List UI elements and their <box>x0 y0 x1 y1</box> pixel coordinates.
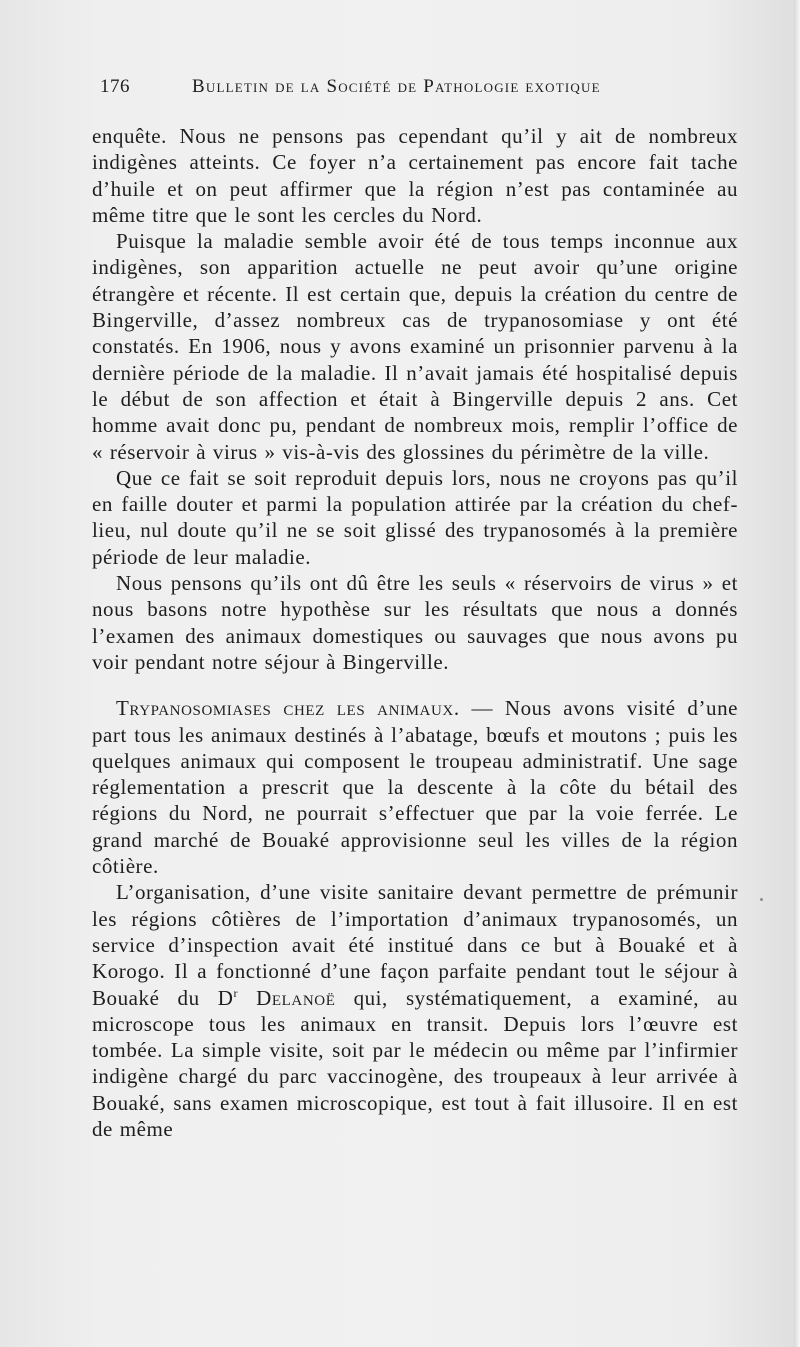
body-text <box>92 123 738 1142</box>
paragraph-4: Nous pensons qu’ils ont dû être les seuls « réservoirs de virus » et nous basons notre hypothèse sur les résultats que nous a donnés l’examen des animaux domestiques ou sauvages que nous avons pu voir pendant notre séjour à Bingerville. <box>92 571 738 674</box>
paragraph-6-text-a: L’organisation, d’une visite sanitaire devant permettre de prémunir les régions côtières de l’importation d’animaux trypanosomés, un service d’inspection avait été institué dans ce but à Bouaké et à Korogo. Il a fonctionné d’une façon parfaite pendant tout le séjour à Bouaké du D <box>92 880 738 1010</box>
print-speck <box>760 898 763 901</box>
page-edge-shadow <box>794 0 800 1347</box>
person-name: Delanoë <box>237 985 336 1010</box>
paragraph-6-text-b: qui, systématiquement, a examiné, au microscope tous les animaux en transit. Depuis lors l’œuvre est tombée. La simple visite, soit par le médecin ou même par l’infirmier indigène chargé du parc vaccinogène, des troupeaux à leur arrivée à Bouaké, sans examen microscopique, est tout à fait illusoire. Il en est de même <box>92 985 739 1141</box>
section-heading: Trypanosomiases chez les animaux. <box>116 696 460 721</box>
doctor-superscript: r <box>233 985 238 1000</box>
paragraph-1: enquête. Nous ne pensons pas cependant qu’il y ait de nombreux indigènes atteints. Ce foyer n’a certainement pas encore fait tache d’huile et on peut affirmer que la région n’est pas contaminée au même titre que le sont les cercles du Nord. <box>92 124 738 227</box>
running-title: Bulletin de la Société de Pathologie exotique <box>192 76 601 97</box>
paragraph-3: Que ce fait se soit reproduit depuis lors, nous ne croyons pas qu’il en faille douter et parmi la population attirée par la création du chef-lieu, nul doute qu’il ne se soit glissé des trypanosomés à la première période de leur maladie. <box>92 465 738 569</box>
running-header <box>100 76 700 106</box>
paragraph-5-text: — Nous avons visité d’une part tous les animaux destinés à l’abatage, bœufs et moutons ; puis les quelques animaux qui composent le troupeau administratif. Une sage réglementation a prescrit que la descente à la côte du bétail des régions du Nord, ne pourrait s’effectuer que par la voie ferrée. Le grand marché de Bouaké approvisionne seul les villes de la région côtière. <box>92 696 738 879</box>
paragraph-5 <box>92 695 738 879</box>
paragraph-2: Puisque la maladie semble avoir été de tous temps inconnue aux indigènes, son apparition actuelle ne peut avoir qu’une origine étrangère et récente. Il est certain que, depuis la création du centre de Bingerville, d’assez nombreux cas de trypanosomiase y ont été constatés. En 1906, nous y avons examiné un prisonnier parvenu à la dernière période de la maladie. Il n’avait jamais été hospitalisé depuis le début de son affection et était à Bingerville depuis 2 ans. Cet homme avait donc pu, pendant de nombreux mois, remplir l’office de « réservoir à virus » vis-à-vis des glossines du périmètre de la ville. <box>92 229 738 464</box>
paragraph-6 <box>92 879 738 1142</box>
page-number: 176 <box>100 76 130 97</box>
